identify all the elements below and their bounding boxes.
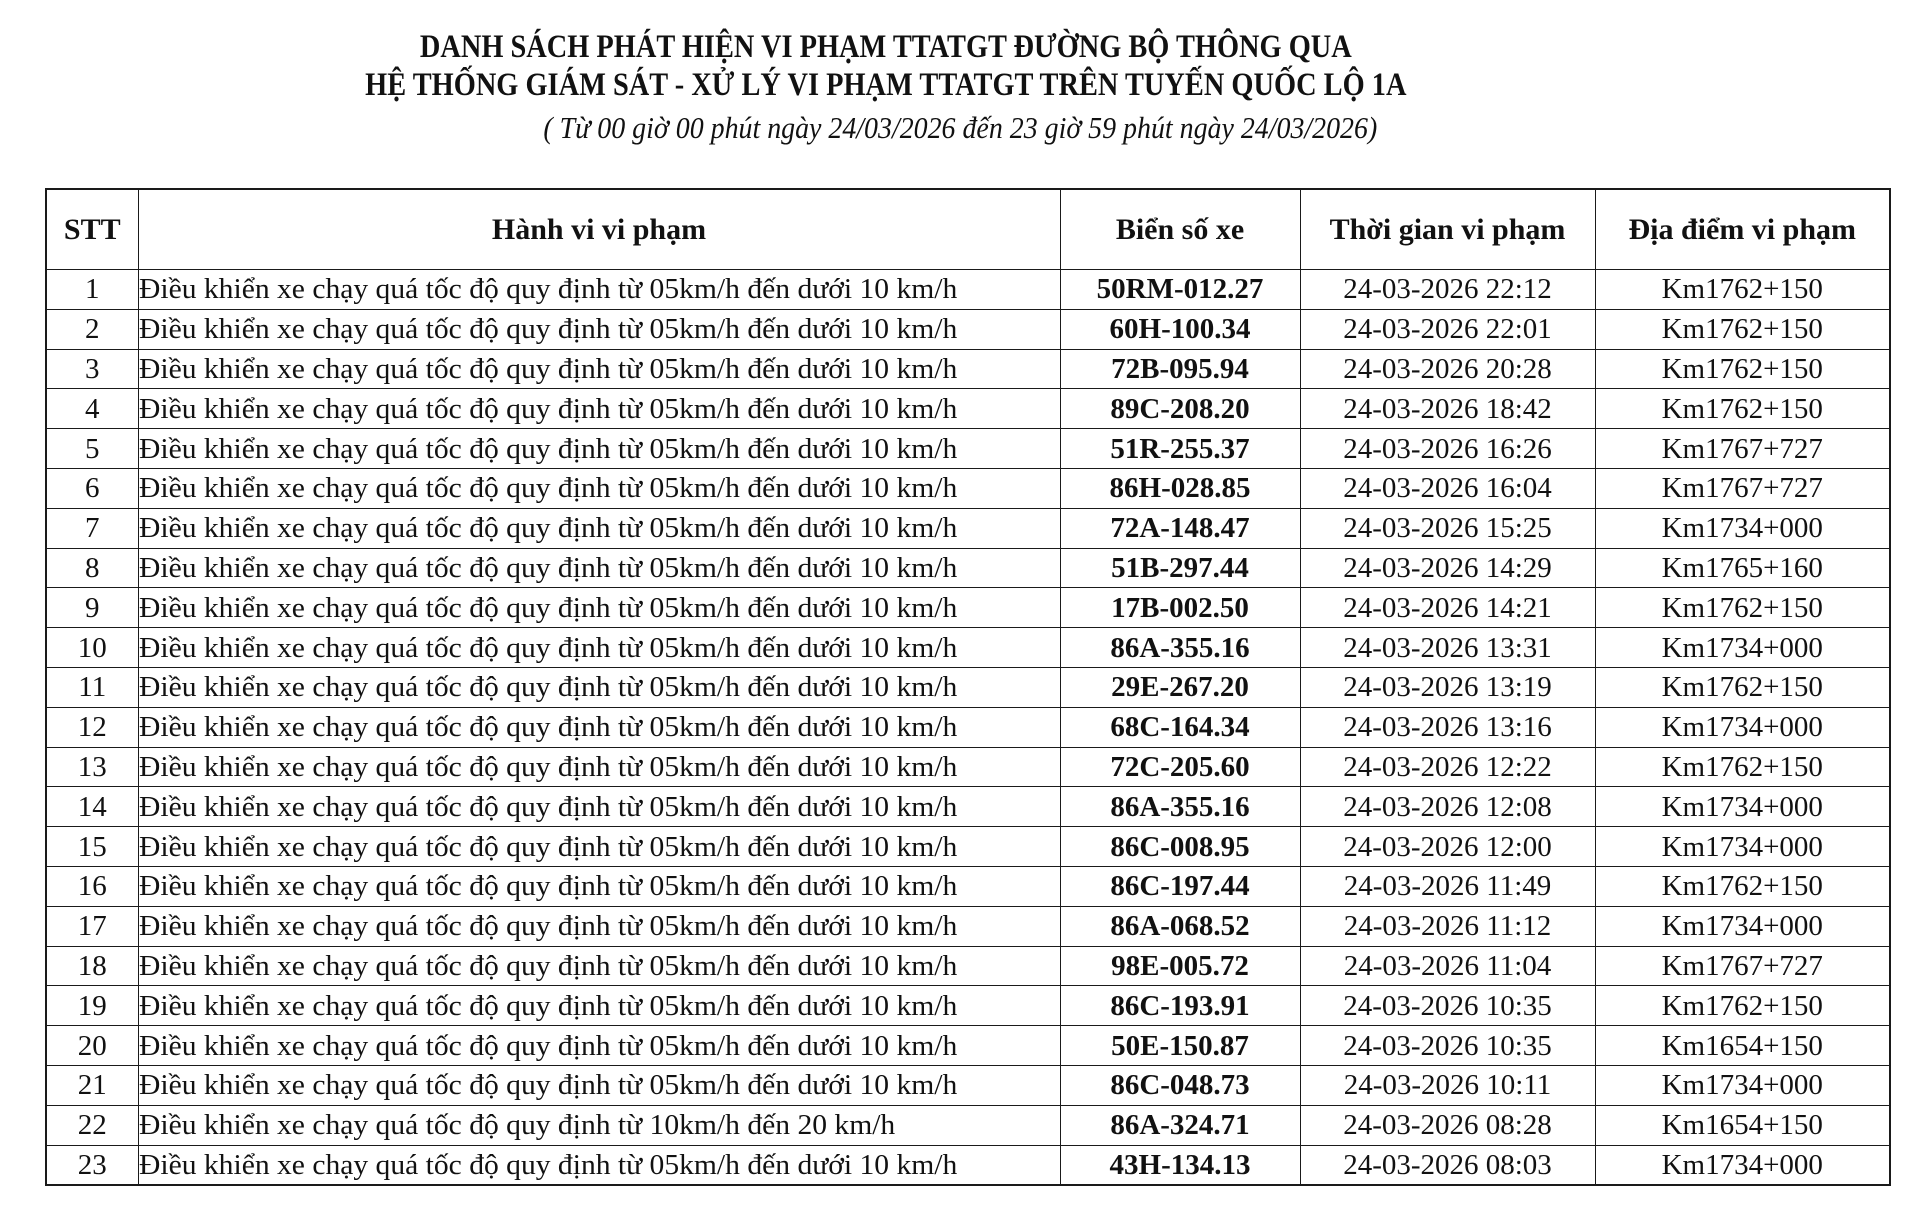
license-plate-cell <box>1060 628 1300 668</box>
violation-location-cell <box>1595 1105 1890 1145</box>
row-number-cell <box>46 827 138 867</box>
violation-time-cell <box>1300 1145 1595 1185</box>
table-row <box>46 349 1890 389</box>
violation-time-cell <box>1300 548 1595 588</box>
violation-time-cell <box>1300 389 1595 429</box>
violation-behavior-cell <box>138 588 1060 628</box>
license-plate: 98E-005.72 <box>1111 949 1249 982</box>
row-number-cell <box>46 389 138 429</box>
violation-location: Km1734+000 <box>1661 1069 1823 1102</box>
violation-location: Km1734+000 <box>1661 830 1823 863</box>
violation-time: 24-03-2026 12:08 <box>1343 790 1552 823</box>
license-plate: 86C-193.91 <box>1110 989 1250 1022</box>
violation-time: 24-03-2026 08:03 <box>1343 1148 1552 1181</box>
violation-time-cell <box>1300 946 1595 986</box>
violation-time-cell <box>1300 588 1595 628</box>
license-plate-cell <box>1060 468 1300 508</box>
license-plate: 86A-324.71 <box>1110 1109 1250 1142</box>
license-plate-cell <box>1060 1145 1300 1185</box>
table-row <box>46 906 1890 946</box>
column-header-behavior: Hành vi vi phạm <box>138 189 1060 270</box>
row-number: 8 <box>85 551 100 584</box>
row-number: 21 <box>77 1069 107 1102</box>
license-plate-cell <box>1060 866 1300 906</box>
violation-location: Km1762+150 <box>1661 750 1823 783</box>
violation-time: 24-03-2026 15:25 <box>1343 512 1552 545</box>
license-plate: 86A-355.16 <box>1110 790 1250 823</box>
license-plate-cell <box>1060 1065 1300 1105</box>
violation-behavior: Điều khiển xe chạy quá tốc độ quy định từ 05km/h đến dưới 10 km/h <box>138 830 957 863</box>
violation-location-cell <box>1595 548 1890 588</box>
row-number-cell <box>46 1026 138 1066</box>
column-header-time: Thời gian vi phạm <box>1300 189 1595 270</box>
license-plate-cell <box>1060 707 1300 747</box>
license-plate: 50E-150.87 <box>1111 1029 1249 1062</box>
violation-time: 24-03-2026 14:29 <box>1343 551 1552 584</box>
violation-behavior-cell <box>138 429 1060 469</box>
license-plate: 86A-068.52 <box>1110 910 1250 943</box>
violation-time: 24-03-2026 16:04 <box>1343 472 1552 505</box>
table-row <box>46 667 1890 707</box>
row-number-cell <box>46 707 138 747</box>
row-number-cell <box>46 508 138 548</box>
row-number-cell <box>46 667 138 707</box>
license-plate-cell <box>1060 349 1300 389</box>
table-row <box>46 707 1890 747</box>
violation-location-cell <box>1595 1145 1890 1185</box>
violation-behavior-cell <box>138 309 1060 349</box>
violation-time: 24-03-2026 10:35 <box>1343 1029 1552 1062</box>
row-number-cell <box>46 1105 138 1145</box>
violation-behavior: Điều khiển xe chạy quá tốc độ quy định từ 05km/h đến dưới 10 km/h <box>138 512 957 545</box>
license-plate-cell <box>1060 508 1300 548</box>
license-plate-cell <box>1060 827 1300 867</box>
row-number: 10 <box>77 631 107 664</box>
violation-behavior: Điều khiển xe chạy quá tốc độ quy định từ 05km/h đến dưới 10 km/h <box>138 551 957 584</box>
row-number: 17 <box>77 910 107 943</box>
license-plate-cell <box>1060 946 1300 986</box>
license-plate: 43H-134.13 <box>1109 1148 1251 1181</box>
column-header-plate: Biển số xe <box>1060 189 1300 270</box>
violation-behavior: Điều khiển xe chạy quá tốc độ quy định từ 05km/h đến dưới 10 km/h <box>138 1029 957 1062</box>
license-plate: 51R-255.37 <box>1110 432 1250 465</box>
license-plate: 50RM-012.27 <box>1096 273 1264 306</box>
violation-behavior-cell <box>138 628 1060 668</box>
violation-behavior-cell <box>138 946 1060 986</box>
license-plate: 51B-297.44 <box>1111 551 1249 584</box>
license-plate: 29E-267.20 <box>1111 671 1249 704</box>
violation-time-cell <box>1300 1065 1595 1105</box>
violation-behavior-cell <box>138 707 1060 747</box>
violation-location-cell <box>1595 906 1890 946</box>
violation-time-cell <box>1300 1026 1595 1066</box>
violation-location-cell <box>1595 787 1890 827</box>
license-plate: 72B-095.94 <box>1111 352 1249 385</box>
violation-behavior-cell <box>138 906 1060 946</box>
row-number-cell <box>46 747 138 787</box>
row-number: 1 <box>85 273 100 306</box>
table-row <box>46 747 1890 787</box>
license-plate-cell <box>1060 548 1300 588</box>
violation-location: Km1654+150 <box>1661 1109 1823 1142</box>
violation-time: 24-03-2026 14:21 <box>1343 591 1552 624</box>
license-plate: 68C-164.34 <box>1110 711 1250 744</box>
license-plate: 17B-002.50 <box>1111 591 1249 624</box>
violation-behavior-cell <box>138 866 1060 906</box>
violation-location: Km1767+727 <box>1661 472 1823 505</box>
violation-behavior-cell <box>138 986 1060 1026</box>
violation-behavior: Điều khiển xe chạy quá tốc độ quy định từ 05km/h đến dưới 10 km/h <box>138 273 957 306</box>
row-number: 12 <box>77 711 107 744</box>
violation-time-cell <box>1300 1105 1595 1145</box>
violation-location: Km1767+727 <box>1661 432 1823 465</box>
row-number-cell <box>46 946 138 986</box>
violation-time-cell <box>1300 707 1595 747</box>
license-plate: 86C-008.95 <box>1110 830 1250 863</box>
row-number-cell <box>46 986 138 1026</box>
violation-behavior-cell <box>138 1105 1060 1145</box>
violation-location: Km1762+150 <box>1661 989 1823 1022</box>
violation-behavior-cell <box>138 389 1060 429</box>
violation-location-cell <box>1595 628 1890 668</box>
violation-behavior-cell <box>138 349 1060 389</box>
violation-location-cell <box>1595 667 1890 707</box>
violation-time: 24-03-2026 11:49 <box>1343 870 1552 903</box>
license-plate: 86C-197.44 <box>1110 870 1250 903</box>
violation-location-cell <box>1595 866 1890 906</box>
violation-location-cell <box>1595 986 1890 1026</box>
violation-location-cell <box>1595 429 1890 469</box>
violation-location-cell <box>1595 1065 1890 1105</box>
row-number-cell <box>46 270 138 310</box>
violation-behavior: Điều khiển xe chạy quá tốc độ quy định từ 05km/h đến dưới 10 km/h <box>138 910 957 943</box>
violation-location: Km1762+150 <box>1661 392 1823 425</box>
table-row <box>46 468 1890 508</box>
violation-location: Km1762+150 <box>1661 591 1823 624</box>
row-number-cell <box>46 588 138 628</box>
table-row <box>46 986 1890 1026</box>
violation-location-cell <box>1595 508 1890 548</box>
document-title-line-1: DANH SÁCH PHÁT HIỆN VI PHẠM TTATGT ĐƯỜNG BỘ THÔNG QUA <box>419 29 1352 65</box>
violation-time: 24-03-2026 22:12 <box>1343 273 1552 306</box>
violation-behavior: Điều khiển xe chạy quá tốc độ quy định từ 05km/h đến dưới 10 km/h <box>138 352 957 385</box>
column-header-place: Địa điểm vi phạm <box>1595 189 1890 270</box>
violation-time: 24-03-2026 20:28 <box>1343 352 1552 385</box>
table-row <box>46 946 1890 986</box>
violation-behavior: Điều khiển xe chạy quá tốc độ quy định từ 05km/h đến dưới 10 km/h <box>138 989 957 1022</box>
column-header-stt: STT <box>46 189 138 270</box>
row-number: 23 <box>77 1148 107 1181</box>
license-plate-cell <box>1060 588 1300 628</box>
violation-behavior-cell <box>138 667 1060 707</box>
row-number: 13 <box>77 750 107 783</box>
row-number: 19 <box>77 989 107 1022</box>
row-number: 22 <box>77 1109 107 1142</box>
violation-location: Km1762+150 <box>1661 870 1823 903</box>
table-row <box>46 1026 1890 1066</box>
license-plate: 86A-355.16 <box>1110 631 1250 664</box>
table-row <box>46 787 1890 827</box>
violation-time: 24-03-2026 13:16 <box>1343 711 1552 744</box>
violation-location-cell <box>1595 309 1890 349</box>
row-number: 18 <box>77 949 107 982</box>
violation-location-cell <box>1595 270 1890 310</box>
violation-time: 24-03-2026 11:04 <box>1343 949 1552 982</box>
row-number-cell <box>46 628 138 668</box>
row-number: 20 <box>77 1029 107 1062</box>
violation-behavior-cell <box>138 1065 1060 1105</box>
table-row <box>46 309 1890 349</box>
violation-behavior-cell <box>138 508 1060 548</box>
row-number: 5 <box>85 432 100 465</box>
row-number: 6 <box>85 472 100 505</box>
license-plate: 86H-028.85 <box>1109 472 1251 505</box>
violation-location: Km1762+150 <box>1661 313 1823 346</box>
violation-behavior: Điều khiển xe chạy quá tốc độ quy định từ 05km/h đến dưới 10 km/h <box>138 591 957 624</box>
violation-time-cell <box>1300 429 1595 469</box>
violation-time-cell <box>1300 270 1595 310</box>
license-plate-cell <box>1060 1105 1300 1145</box>
table-header-row <box>46 189 1890 270</box>
license-plate-cell <box>1060 309 1300 349</box>
row-number: 4 <box>85 392 100 425</box>
violation-behavior: Điều khiển xe chạy quá tốc độ quy định từ 05km/h đến dưới 10 km/h <box>138 392 957 425</box>
violation-time-cell <box>1300 309 1595 349</box>
row-number-cell <box>46 866 138 906</box>
license-plate-cell <box>1060 389 1300 429</box>
violation-location-cell <box>1595 588 1890 628</box>
violation-time: 24-03-2026 13:31 <box>1343 631 1552 664</box>
violation-behavior: Điều khiển xe chạy quá tốc độ quy định từ 05km/h đến dưới 10 km/h <box>138 1069 957 1102</box>
violation-location-cell <box>1595 707 1890 747</box>
table-row <box>46 270 1890 310</box>
license-plate-cell <box>1060 986 1300 1026</box>
violation-time: 24-03-2026 18:42 <box>1343 392 1552 425</box>
table-row <box>46 827 1890 867</box>
violation-location-cell <box>1595 389 1890 429</box>
violation-location: Km1767+727 <box>1661 949 1823 982</box>
license-plate-cell <box>1060 1026 1300 1066</box>
violation-behavior-cell <box>138 747 1060 787</box>
violation-location-cell <box>1595 1026 1890 1066</box>
violation-location-cell <box>1595 468 1890 508</box>
table-row <box>46 508 1890 548</box>
table-header <box>46 189 1890 270</box>
violation-behavior: Điều khiển xe chạy quá tốc độ quy định từ 05km/h đến dưới 10 km/h <box>138 313 957 346</box>
violation-time: 24-03-2026 11:12 <box>1343 910 1552 943</box>
license-plate-cell <box>1060 270 1300 310</box>
violation-location: Km1762+150 <box>1661 671 1823 704</box>
license-plate-cell <box>1060 747 1300 787</box>
violation-time-cell <box>1300 986 1595 1026</box>
violation-behavior: Điều khiển xe chạy quá tốc độ quy định từ 05km/h đến dưới 10 km/h <box>138 631 957 664</box>
violation-location: Km1654+150 <box>1661 1029 1823 1062</box>
violation-behavior: Điều khiển xe chạy quá tốc độ quy định từ 05km/h đến dưới 10 km/h <box>138 432 957 465</box>
violation-time-cell <box>1300 628 1595 668</box>
row-number-cell <box>46 548 138 588</box>
violation-behavior: Điều khiển xe chạy quá tốc độ quy định từ 05km/h đến dưới 10 km/h <box>138 949 957 982</box>
table-row <box>46 628 1890 668</box>
violation-location: Km1762+150 <box>1661 273 1823 306</box>
row-number: 9 <box>85 591 100 624</box>
violation-time-cell <box>1300 667 1595 707</box>
row-number: 15 <box>77 830 107 863</box>
violation-location: Km1734+000 <box>1661 711 1823 744</box>
violation-location: Km1734+000 <box>1661 512 1823 545</box>
violation-behavior-cell <box>138 270 1060 310</box>
table-row <box>46 1065 1890 1105</box>
violation-behavior: Điều khiển xe chạy quá tốc độ quy định từ 05km/h đến dưới 10 km/h <box>138 1148 957 1181</box>
violation-behavior-cell <box>138 1145 1060 1185</box>
violation-location-cell <box>1595 349 1890 389</box>
violation-location: Km1734+000 <box>1661 910 1823 943</box>
license-plate-cell <box>1060 667 1300 707</box>
violation-behavior-cell <box>138 1026 1060 1066</box>
row-number-cell <box>46 1065 138 1105</box>
violation-behavior-cell <box>138 468 1060 508</box>
violation-behavior: Điều khiển xe chạy quá tốc độ quy định từ 05km/h đến dưới 10 km/h <box>138 671 957 704</box>
violation-location-cell <box>1595 827 1890 867</box>
violation-time: 24-03-2026 10:11 <box>1343 1069 1552 1102</box>
license-plate: 89C-208.20 <box>1110 392 1250 425</box>
table-row <box>46 429 1890 469</box>
table-row <box>46 1145 1890 1185</box>
row-number: 3 <box>85 352 100 385</box>
violation-behavior: Điều khiển xe chạy quá tốc độ quy định từ 05km/h đến dưới 10 km/h <box>138 711 957 744</box>
violation-location-cell <box>1595 747 1890 787</box>
violation-behavior: Điều khiển xe chạy quá tốc độ quy định từ 05km/h đến dưới 10 km/h <box>138 750 957 783</box>
violation-behavior: Điều khiển xe chạy quá tốc độ quy định từ 05km/h đến dưới 10 km/h <box>138 472 957 505</box>
license-plate: 60H-100.34 <box>1109 313 1251 346</box>
row-number-cell <box>46 349 138 389</box>
row-number: 14 <box>77 790 107 823</box>
violation-time: 24-03-2026 08:28 <box>1343 1109 1552 1142</box>
violation-location: Km1734+000 <box>1661 1148 1823 1181</box>
violation-time: 24-03-2026 12:22 <box>1343 750 1552 783</box>
violation-behavior: Điều khiển xe chạy quá tốc độ quy định từ 05km/h đến dưới 10 km/h <box>138 870 957 903</box>
row-number-cell <box>46 309 138 349</box>
row-number-cell <box>46 906 138 946</box>
violation-location: Km1765+160 <box>1661 551 1823 584</box>
row-number-cell <box>46 429 138 469</box>
table-row <box>46 548 1890 588</box>
table-row <box>46 1105 1890 1145</box>
violation-time: 24-03-2026 12:00 <box>1343 830 1552 863</box>
violation-behavior-cell <box>138 827 1060 867</box>
document-date-range: ( Từ 00 giờ 00 phút ngày 24/03/2026 đến 23 giờ 59 phút ngày 24/03/2026) <box>543 110 1378 145</box>
license-plate-cell <box>1060 787 1300 827</box>
row-number: 7 <box>85 512 100 545</box>
table-row <box>46 588 1890 628</box>
row-number: 16 <box>77 870 107 903</box>
violations-table <box>45 188 1891 1186</box>
license-plate: 72A-148.47 <box>1110 512 1250 545</box>
violation-time-cell <box>1300 866 1595 906</box>
violation-time: 24-03-2026 10:35 <box>1343 989 1552 1022</box>
violation-time-cell <box>1300 349 1595 389</box>
violation-location: Km1734+000 <box>1661 790 1823 823</box>
violation-time: 24-03-2026 13:19 <box>1343 671 1552 704</box>
violation-location: Km1762+150 <box>1661 352 1823 385</box>
violation-time-cell <box>1300 827 1595 867</box>
table-row <box>46 866 1890 906</box>
violation-time-cell <box>1300 787 1595 827</box>
violation-time-cell <box>1300 747 1595 787</box>
violation-time: 24-03-2026 22:01 <box>1343 313 1552 346</box>
violation-time-cell <box>1300 906 1595 946</box>
license-plate: 86C-048.73 <box>1110 1069 1250 1102</box>
violation-location: Km1734+000 <box>1661 631 1823 664</box>
row-number-cell <box>46 468 138 508</box>
violation-time: 24-03-2026 16:26 <box>1343 432 1552 465</box>
violation-behavior-cell <box>138 787 1060 827</box>
row-number: 2 <box>85 313 100 346</box>
table-body <box>46 270 1890 1186</box>
violation-behavior: Điều khiển xe chạy quá tốc độ quy định từ 10km/h đến 20 km/h <box>138 1109 895 1142</box>
document-title-line-2: HỆ THỐNG GIÁM SÁT - XỬ LÝ VI PHẠM TTATGT TRÊN TUYẾN QUỐC LỘ 1A <box>365 67 1407 103</box>
license-plate-cell <box>1060 429 1300 469</box>
license-plate-cell <box>1060 906 1300 946</box>
row-number-cell <box>46 787 138 827</box>
row-number: 11 <box>78 671 107 704</box>
violation-time-cell <box>1300 468 1595 508</box>
violation-time-cell <box>1300 508 1595 548</box>
license-plate: 72C-205.60 <box>1110 750 1250 783</box>
violation-behavior-cell <box>138 548 1060 588</box>
table-row <box>46 389 1890 429</box>
violation-behavior: Điều khiển xe chạy quá tốc độ quy định từ 05km/h đến dưới 10 km/h <box>138 790 957 823</box>
violation-location-cell <box>1595 946 1890 986</box>
row-number-cell <box>46 1145 138 1185</box>
